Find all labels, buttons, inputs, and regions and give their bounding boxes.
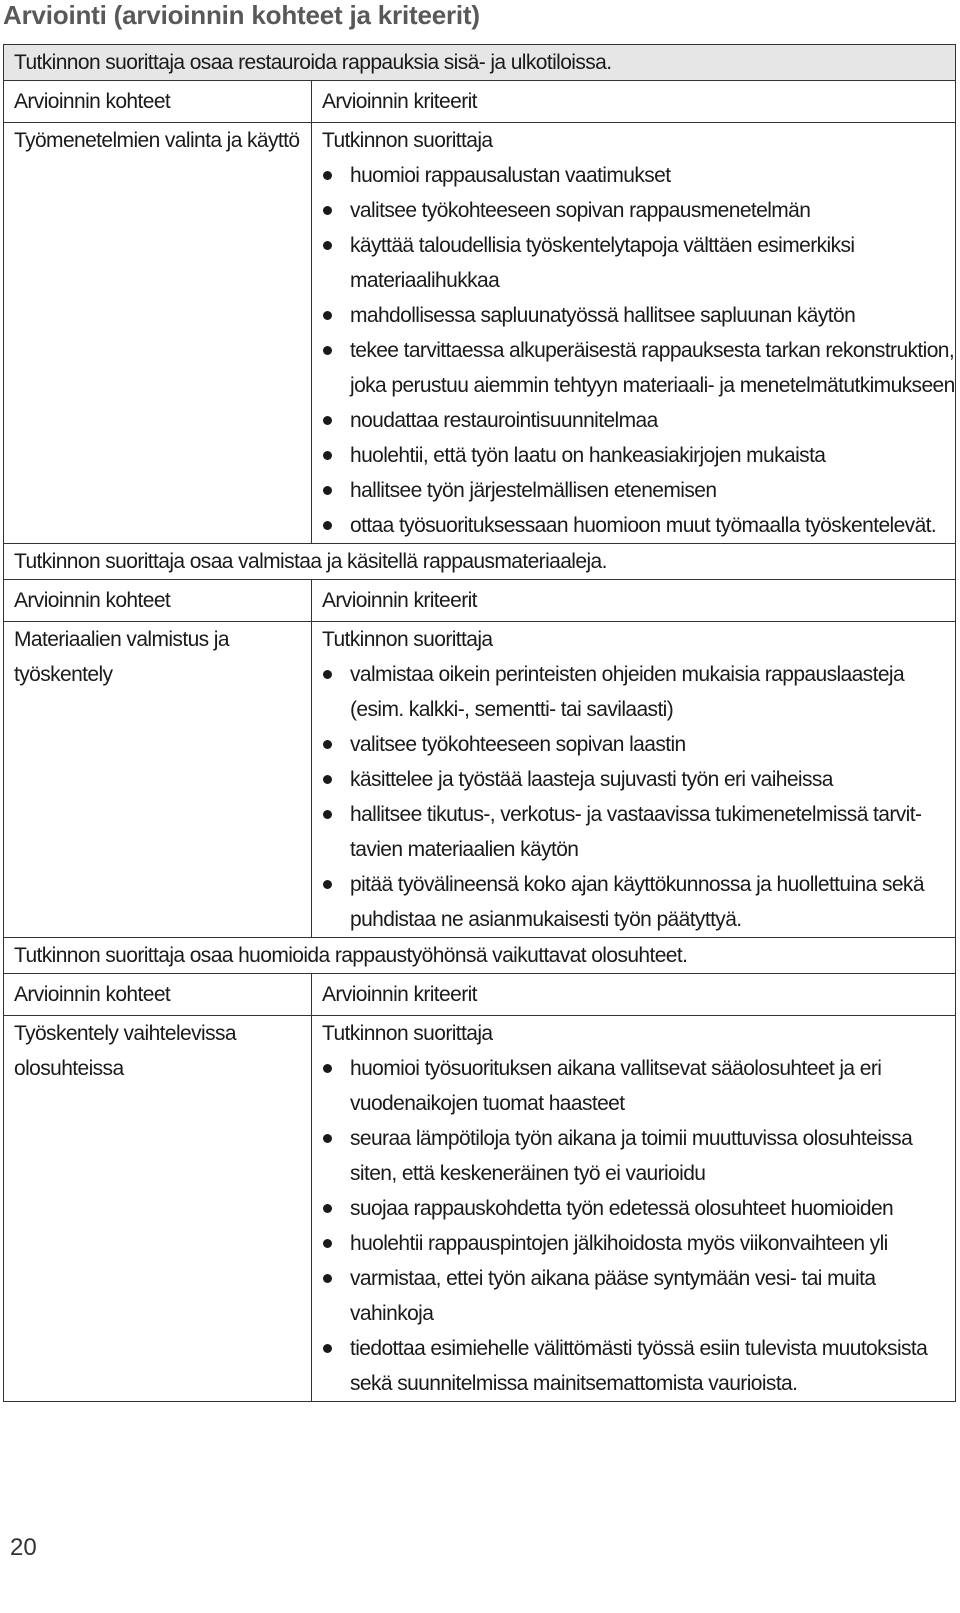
criteria-item: hallitsee tikutus-, verkotus- ja vastaavissa tukimenetelmissä tarvittavien materiaalien käytön [322, 797, 955, 867]
criteria-row [4, 622, 956, 938]
criteria-item: valitsee työkohteeseen sopivan rappausmenetelmän [322, 193, 955, 228]
criteria-list [322, 158, 955, 543]
criteria-list [322, 1051, 955, 1401]
criteria-row [4, 123, 956, 544]
criteria-row [4, 1016, 956, 1402]
criteria-item: tekee tarvittaessa alkuperäisestä rappauksesta tarkan rekonstruktion, joka perustuu aiemmin tehtyyn materiaali- ja menetelmätutkimukseen [322, 333, 955, 403]
criteria-item: ottaa työsuorituksessaan huomioon muut työmaalla työskentelevät. [322, 508, 955, 543]
outcome-text: Tutkinnon suorittaja osaa huomioida rappaustyöhönsä vaikuttavat olosuhteet. [4, 938, 956, 974]
criteria-item: valmistaa oikein perinteisten ohjeiden mukaisia rappauslaasteja (esim. kalkki-, sementti- tai savilaasti) [322, 657, 955, 727]
criteria-item: varmistaa, ettei työn aikana pääse syntymään vesi- tai muita vahinkoja [322, 1261, 955, 1331]
header-targets: Arvioinnin kohteet [4, 974, 312, 1016]
criteria-item: huolehtii rappauspintojen jälkihoidosta myös viikonvaihteen yli [322, 1226, 955, 1261]
criteria-cell [312, 622, 956, 938]
criteria-item: seuraa lämpötiloja työn aikana ja toimii muuttuvissa olosuhteissa siten, että keskeneräinen työ ei vaurioidu [322, 1121, 955, 1191]
page-number: 20 [10, 1534, 37, 1561]
criteria-cell [312, 1016, 956, 1402]
criteria-cell [312, 123, 956, 544]
criteria-item: valitsee työkohteeseen sopivan laastin [322, 727, 955, 762]
outcome-row [4, 938, 956, 974]
criteria-list [322, 657, 955, 937]
criteria-item: suojaa rappauskohdetta työn edetessä olosuhteet huomioiden [322, 1191, 955, 1226]
header-row [4, 81, 956, 123]
assessment-target: Työmenetelmien valinta ja käyttö [4, 123, 312, 544]
criteria-intro: Tutkinnon suorittaja [322, 628, 493, 651]
criteria-item: käsittelee ja työstää laasteja sujuvasti työn eri vaiheissa [322, 762, 955, 797]
outcome-text: Tutkinnon suorittaja osaa valmistaa ja käsitellä rappausmateriaaleja. [4, 544, 956, 580]
outcome-row [4, 544, 956, 580]
criteria-item: tiedottaa esimiehelle välittömästi työssä esiin tulevista muutoksista sekä suunnitelmissa mainitsemattomista vaurioista. [322, 1331, 955, 1401]
header-criteria: Arvioinnin kriteerit [312, 974, 956, 1016]
outcome-text: Tutkinnon suorittaja osaa restauroida rappauksia sisä- ja ulkotiloissa. [4, 45, 956, 81]
header-row [4, 580, 956, 622]
criteria-item: mahdollisessa sapluunatyössä hallitsee sapluunan käytön [322, 298, 955, 333]
criteria-item: hallitsee työn järjestelmällisen etenemisen [322, 473, 955, 508]
criteria-item: käyttää taloudellisia työskentelytapoja välttäen esimerkiksi materiaalihukkaa [322, 228, 955, 298]
criteria-intro: Tutkinnon suorittaja [322, 1022, 493, 1045]
assessment-table [3, 44, 956, 1402]
assessment-target: Työskentely vaihtelevissa olosuhteissa [4, 1016, 312, 1402]
header-criteria: Arvioinnin kriteerit [312, 81, 956, 123]
header-row [4, 974, 956, 1016]
criteria-item: huolehtii, että työn laatu on hankeasiakirjojen mukaista [322, 438, 955, 473]
header-targets: Arvioinnin kohteet [4, 580, 312, 622]
assessment-target: Materiaalien valmistus ja työskentely [4, 622, 312, 938]
header-criteria: Arvioinnin kriteerit [312, 580, 956, 622]
header-targets: Arvioinnin kohteet [4, 81, 312, 123]
page-title: Arviointi (arvioinnin kohteet ja kriteerit) [3, 0, 480, 30]
criteria-item: noudattaa restaurointisuunnitelmaa [322, 403, 955, 438]
criteria-intro: Tutkinnon suorittaja [322, 129, 493, 152]
criteria-item: huomioi työsuorituksen aikana vallitsevat sääolosuhteet ja eri vuodenaikojen tuomat haasteet [322, 1051, 955, 1121]
criteria-item: pitää työvälineensä koko ajan käyttökunnossa ja huollettuina sekä puhdistaa ne asianmukaisesti työn päätyttyä. [322, 867, 955, 937]
criteria-item: huomioi rappausalustan vaatimukset [322, 158, 955, 193]
outcome-row [4, 45, 956, 81]
